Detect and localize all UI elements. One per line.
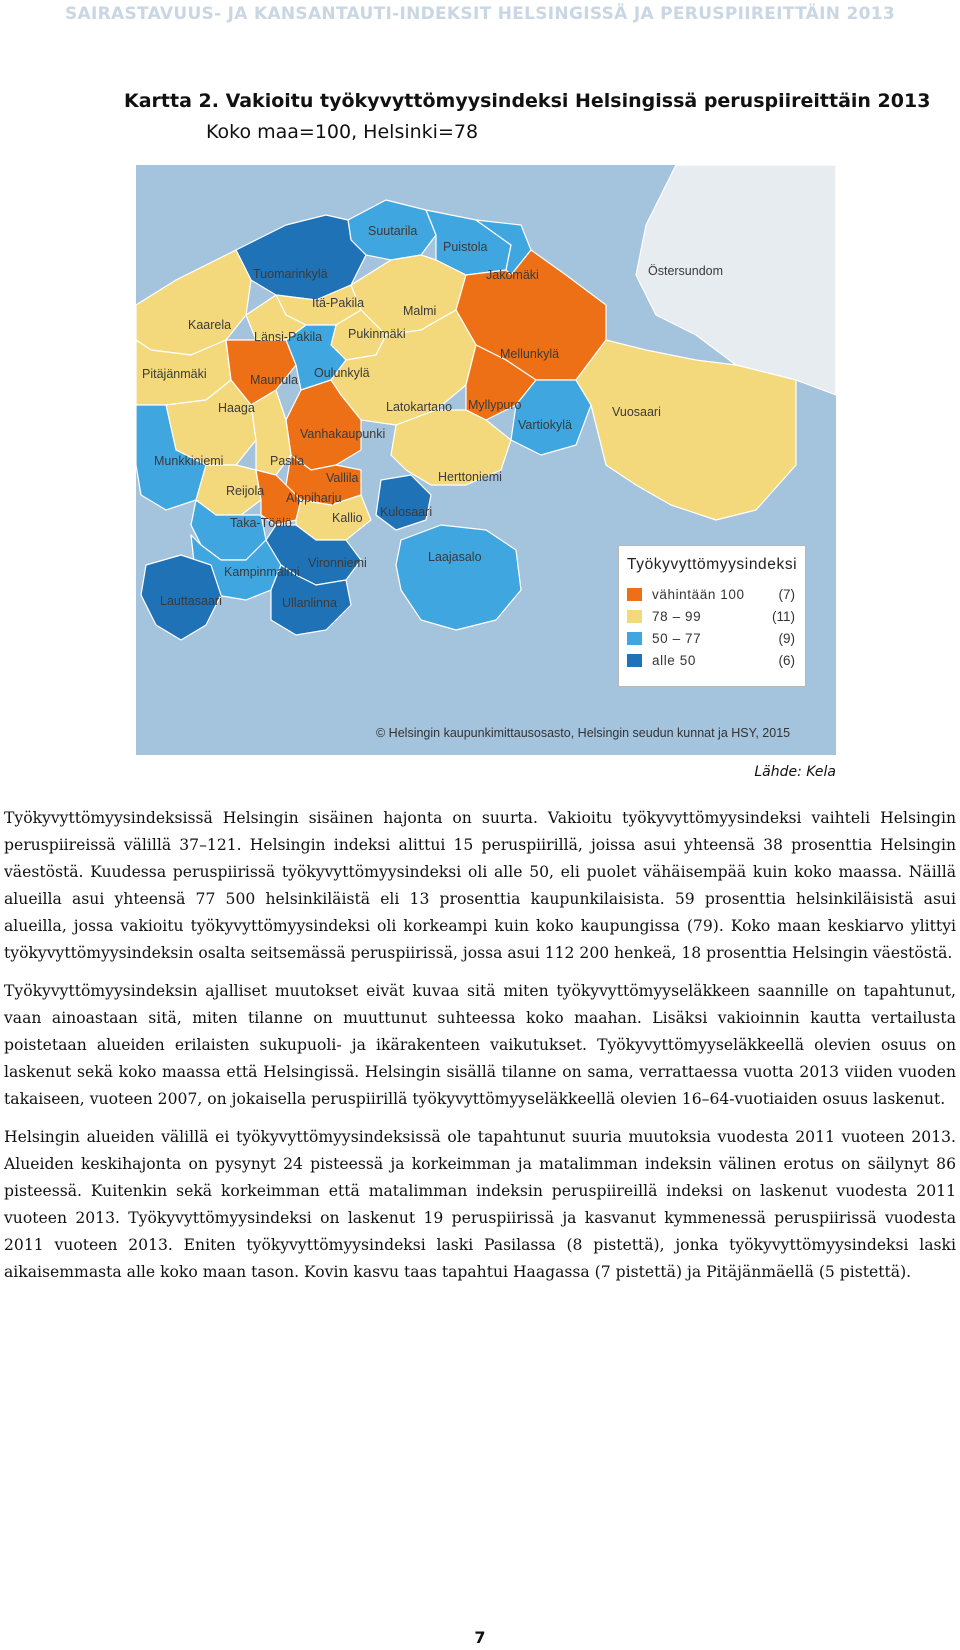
label-munkkiniemi: Munkkiniemi bbox=[154, 454, 224, 468]
label-pitajanmaki: Pitäjänmäki bbox=[142, 367, 207, 381]
legend-count: (6) bbox=[778, 653, 795, 668]
legend-item-upper-mid bbox=[627, 609, 799, 625]
legend-item-low bbox=[627, 653, 799, 669]
label-puistola: Puistola bbox=[443, 240, 488, 254]
map-subtitle: Koko maa=100, Helsinki=78 bbox=[206, 121, 479, 143]
label-lansi-pakila: Länsi-Pakila bbox=[254, 330, 323, 344]
label-vanhakaupunki: Vanhakaupunki bbox=[300, 427, 386, 441]
label-ostersundom: Östersundom bbox=[648, 264, 724, 278]
label-ita-pakila: Itä-Pakila bbox=[312, 296, 365, 310]
body-paragraph: Työkyvyttömyysindeksin ajalliset muutokset eivät kuvaa sitä miten työkyvyttömyyseläkkeen saannille on tapahtunut, vaan ainoastaan sitä, miten tilanne on muuttunut suhteessa koko maahan. Lisäksi vakioinnin kautta vertailusta poistetaan alueiden erilaisten sukupuoli- ja ikärakenteen vaikutukset. Työkyvyttömyyseläkkeellä olevien osuus on laskenut sekä koko maassa että Helsingissä. Helsingin sisällä tilanne on sama, verrattaessa vuotta 2013 viiden vuoden takaiseen, vuoteen 2007, on jokaisella peruspiirillä työkyvyttömyyseläkkeellä olevien 16–64-vuotiaiden osuus laskenut. bbox=[4, 982, 956, 1108]
body-text bbox=[4, 805, 956, 1297]
label-kallio: Kallio bbox=[332, 511, 363, 525]
label-oulunkyla: Oulunkylä bbox=[314, 366, 370, 380]
label-pasila: Pasila bbox=[270, 454, 305, 468]
label-mellunkyla: Mellunkylä bbox=[500, 347, 560, 361]
label-vallila: Vallila bbox=[326, 471, 359, 485]
label-taka-toolo: Taka-Töölö bbox=[230, 516, 292, 530]
legend-label: alle 50 bbox=[652, 653, 696, 668]
label-latokartano: Latokartano bbox=[386, 400, 453, 414]
label-tuomarinkyla: Tuomarinkylä bbox=[253, 267, 328, 281]
legend-count: (11) bbox=[771, 609, 795, 624]
legend-item-lower-mid bbox=[627, 631, 799, 647]
label-vartiokyla: Vartiokylä bbox=[518, 418, 572, 432]
label-vuosaari: Vuosaari bbox=[612, 405, 661, 419]
body-paragraph: Helsingin alueiden välillä ei työkyvyttömyysindeksissä ole tapahtunut suuria muutoksia vuodesta 2011 vuoteen 2013. Alueiden keskihajonta on pysynyt 24 pisteessä ja korkeimman ja matalimman indeksin välinen erotus on säilynyt 86 pisteessä. Kuitenkin sekä korkeimman että matalimman indeksin peruspiireillä indeksi on laskenut vuodesta 2011 vuoteen 2013. Työkyvyttömyysindeksi on laskenut 19 peruspiirissä ja kasvanut kymmenessä peruspiirissä vuodesta 2011 vuoteen 2013. Eniten työkyvyttömyysindeksi laski Pasilassa (8 pistettä), jonka työkyvyttömyysindeksi laski aikaisemmasta alle koko maan tason. Kovin kasvu taas tapahtui Haagassa (7 pistettä) ja Pitäjänmäellä (5 pistettä). bbox=[4, 1128, 956, 1281]
map-title: Kartta 2. Vakioitu työkyvyttömyysindeksi Helsingissä peruspiireittäin 2013 bbox=[124, 90, 931, 112]
body-paragraph: Työkyvyttömyysindeksissä Helsingin sisäinen hajonta on suurta. Vakioitu työkyvyttömyysindeksi vaihteli Helsingin peruspiireissä välillä 37–121. Helsingin indeksi alittui 15 peruspiirillä, joissa asui yhteensä 38 prosenttia Helsingin väestöstä. Kuudessa peruspiirissä työkyvyttömyysindeksi oli alle 50, eli puolet vähäisempää kuin koko maassa. Näillä alueilla asui yhteensä 77 500 helsinkiläistä eli 13 prosenttia kaupunkilaisista. 59 prosenttia helsinkiläisistä asui alueilla, jossa vakioitu työkyvyttömyysindeksi oli korkeampi kuin koko kaupungissa (79). Koko maan keskiarvo ylittyi työkyvyttömyysindeksin osalta seitsemässä peruspiirissä, jossa asui 112 200 henkeä, 18 prosenttia Helsingin väestöstä. bbox=[4, 809, 956, 962]
label-alppiharju: Alppiharju bbox=[286, 491, 342, 505]
legend-count: (7) bbox=[778, 587, 795, 602]
running-header: SAIRASTAVUUS- JA KANSANTAUTI-INDEKSIT HELSINGISSÄ JA PERUSPIIREITTÄIN 2013 bbox=[65, 4, 895, 24]
map-legend bbox=[618, 545, 806, 687]
legend-label: 50 – 77 bbox=[652, 631, 702, 646]
legend-count: (9) bbox=[778, 631, 795, 646]
label-pukinmaki: Pukinmäki bbox=[348, 327, 406, 341]
label-kampinmalmi: Kampinmalmi bbox=[224, 565, 300, 579]
legend-swatch-upper-mid bbox=[627, 610, 642, 623]
legend-label: vähintään 100 bbox=[652, 587, 745, 602]
legend-swatch-high bbox=[627, 588, 642, 601]
label-suutarila: Suutarila bbox=[368, 224, 418, 238]
label-herttoniemi: Herttoniemi bbox=[438, 470, 502, 484]
choropleth-map bbox=[136, 165, 836, 755]
label-maunula: Maunula bbox=[250, 373, 298, 387]
label-lauttasaari: Lauttasaari bbox=[160, 594, 222, 608]
legend-swatch-lower-mid bbox=[627, 632, 642, 645]
label-malmi: Malmi bbox=[403, 304, 437, 318]
label-myllypuro: Myllypuro bbox=[468, 398, 522, 412]
legend-swatch-low bbox=[627, 654, 642, 667]
label-vironniemi: Vironniemi bbox=[308, 556, 367, 570]
legend-item-high bbox=[627, 587, 799, 603]
page-number: 7 bbox=[474, 1628, 486, 1647]
label-laajasalo: Laajasalo bbox=[428, 550, 482, 564]
label-haaga: Haaga bbox=[218, 401, 255, 415]
legend-title: Työkyvyttömyysindeksi bbox=[627, 556, 798, 573]
label-reijola: Reijola bbox=[226, 484, 265, 498]
source-note: Lähde: Kela bbox=[754, 764, 836, 780]
legend-label: 78 – 99 bbox=[652, 609, 702, 624]
label-kulosaari: Kulosaari bbox=[380, 505, 433, 519]
label-ullanlinna: Ullanlinna bbox=[282, 596, 337, 610]
label-jakomaki: Jakomäki bbox=[486, 268, 539, 282]
label-kaarela: Kaarela bbox=[188, 318, 232, 332]
map-credit: © Helsingin kaupunkimittausosasto, Helsingin seudun kunnat ja HSY, 2015 bbox=[376, 726, 791, 740]
